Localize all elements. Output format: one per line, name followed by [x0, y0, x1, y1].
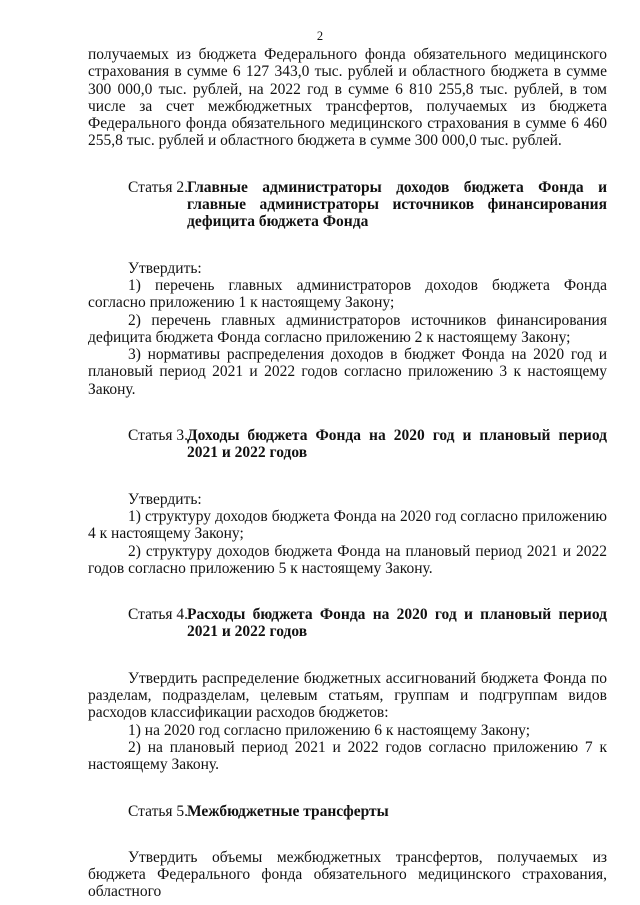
article-2-item-1: 1) перечень главных администраторов доходов бюджета Фонда согласно приложению 1 к настоящему Закону;	[88, 276, 607, 312]
article-4-lead: Утвердить распределение бюджетных ассигнований бюджета Фонда по разделам, подразделам, целевым статьям, группам и подгруппам видов расходов классификации расходов бюджетов:	[88, 669, 607, 722]
article-5-title: Межбюджетные трансферты	[187, 802, 389, 820]
article-3-item-1: 1) структуру доходов бюджета Фонда на 2020 год согласно приложению 4 к настоящему Закону;	[88, 507, 607, 543]
article-5-lead: Утвердить объемы межбюджетных трансфертов, получаемых из бюджета Федерального фонда обязательного медицинского страхования, областного	[88, 848, 607, 901]
article-5-label: Статья 5.	[128, 802, 189, 820]
article-2-item-3: 3) нормативы распределения доходов в бюджет Фонда на 2020 год и плановый период 2021 и 2022 годов согласно приложению 3 к настоящему Закону.	[88, 346, 607, 398]
article-2-lead: Утвердить:	[128, 259, 202, 277]
article-3-item-2: 2) структуру доходов бюджета Фонда на плановый период 2021 и 2022 годов согласно приложению 5 к настоящему Закону.	[88, 542, 607, 577]
article-4-heading	[88, 606, 607, 641]
article-4-title: Расходы бюджета Фонда на 2020 год и плановый период 2021 и 2022 годов	[187, 606, 607, 641]
intro-paragraph: получаемых из бюджета Федерального фонда обязательного медицинского страхования в сумме 6 127 343,0 тыс. рублей и областного бюджета в сумме 300 000,0 тыс. рублей, на 2022 год в сумме 6 810 255,8 тыс. рублей, в том числе за счет межбюджетных трансфертов, получаемых из бюджета Федерального фонда обязательного медицинского страхования в сумме 6 460 255,8 тыс. рублей и областного бюджета в сумме 300 000,0 тыс. рублей.	[88, 46, 607, 150]
article-5-heading	[88, 803, 607, 820]
article-3-label: Статья 3.	[128, 427, 189, 445]
article-2-label: Статья 2.	[128, 178, 189, 196]
article-3-title: Доходы бюджета Фонда на 2020 год и плановый период 2021 и 2022 годов	[187, 427, 607, 462]
article-4-label: Статья 4.	[128, 606, 189, 624]
article-2-heading	[88, 179, 607, 231]
page-number: 2	[316, 29, 324, 43]
article-2-item-2: 2) перечень главных администраторов источников финансирования дефицита бюджета Фонда согласно приложению 2 к настоящему Закону;	[88, 311, 607, 346]
article-3-heading	[88, 427, 607, 462]
article-4-item-1: 1) на 2020 год согласно приложению 6 к настоящему Закону;	[128, 721, 531, 739]
document-body	[88, 46, 607, 901]
article-3-lead: Утвердить:	[128, 490, 202, 508]
article-4-item-2: 2) на плановый период 2021 и 2022 годов согласно приложению 7 к настоящему Закону.	[88, 738, 607, 774]
article-2-title: Главные администраторы доходов бюджета Фонда и главные администраторы источников финансирования дефицита бюджета Фонда	[187, 178, 607, 231]
